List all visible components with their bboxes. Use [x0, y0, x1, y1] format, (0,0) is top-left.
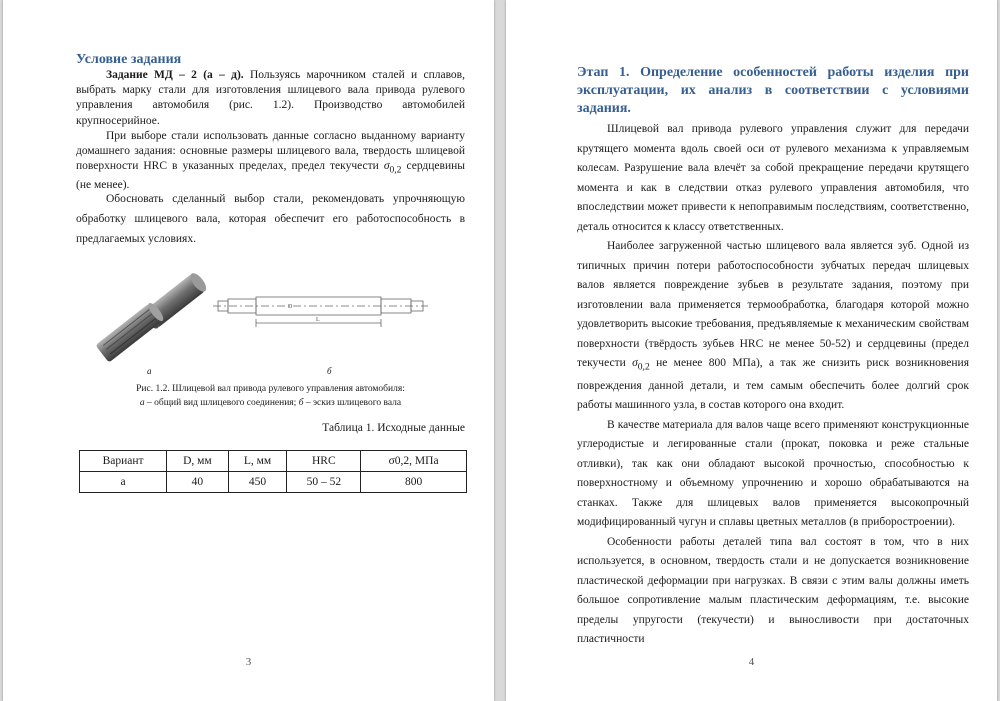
section-heading: Этап 1. Определение особенностей работы изделия при эксплуатации, их анализ в соответствии с условиями задания.: [577, 65, 969, 116]
paragraph: В качестве материала для валов чаще всего применяют конструкционные углеродистые и легированные стали (прокат, поковка и реже стальные отливки), так как они обладают высокой прочностью, способностью к поверхностному и объемному упрочнению и хорошо обрабатываются на станках. Также для шлицевых валов применяется высокопрочный модифицированный чугун и сплавы цветных металлов (в приборостроении).: [577, 418, 969, 529]
sigma-subscript: 0,2: [389, 164, 402, 176]
task-paragraph-3: [76, 189, 465, 249]
table-cell: 50 – 52: [287, 472, 361, 493]
paragraph: [577, 237, 969, 416]
caption-line: [76, 396, 465, 410]
sigma-subscript: 0,2: [637, 361, 650, 373]
table-header-cell: L, мм: [228, 451, 287, 472]
page-number: 4: [748, 656, 755, 668]
dimension-l-label: L: [316, 317, 320, 323]
paragraph-text: не менее 800 МПа), а так же снизить риск возникновения повреждения данной детали, и тем самым обеспечить более долгий срок работы машинного узла, в состав которого она входит.: [577, 357, 969, 412]
initial-data-table: [79, 450, 467, 493]
sigma-symbol: σ: [632, 357, 638, 369]
table-header-cell: σ0,2, МПа: [361, 451, 467, 472]
caption-text: – общий вид шлицевого соединения;: [144, 398, 299, 408]
table-header-cell: Вариант: [80, 451, 167, 472]
paragraph-text: При выборе стали использовать данные согласно выданному варианту домашнего задания: основные размеры шлицевого вала, твердость шлицевой поверхности HRC в указанных пределах, предел текучести: [76, 129, 465, 173]
caption-line: Рис. 1.2. Шлицевой вал привода рулевого управления автомобиля:: [136, 384, 405, 394]
paragraph-text: Наиболее загруженной частью шлицевого вала является зуб. Одной из типичных причин потери работоспособности зубчатых передач шлицевых валов является повреждение зубьев в результате задания, поэтому при изготовлении вала применяется термообработка, благодаря которой можно удовлетворить высокие требования, предъявляемые к механическим свойствам поверхности (твёрдость зубьев HRC не менее 50-52) и сердцевины (предел текучести: [577, 240, 969, 369]
table-cell: 40: [167, 472, 229, 493]
section-heading: Условие задания: [76, 52, 182, 67]
document-page-3: [3, 0, 494, 701]
table-header-cell: HRC: [287, 451, 361, 472]
paragraph-text: сердцевины (не менее).: [76, 160, 466, 191]
task-title: Задание МД – 2 (а – д).: [106, 69, 244, 81]
spline-shaft-drawing: [95, 301, 165, 363]
paragraph: Особенности работы деталей типа вал состоят в том, что в них используется, в основном, твердость стали и не допускается возникновение пластической деформации при нагрузках. В связи с этим валы должны иметь большое сопротивление малым пластическим деформациям, т.е. высокие пределы упругости (текучести) и выносливости при достаточных пластичности: [577, 535, 969, 646]
figure-caption: [76, 382, 465, 410]
paragraph: Шлицевой вал привода рулевого управления служит для передачи крутящего момента вдоль своей оси от рулевого механизма к управляемым колесам. Разрушение вала влечёт за собой прекращение передачи крутящего момента и как в следствии отказ рулевого управления автомобиля, что впоследствии может привести к непоправимым последствиям, соответственно, деталь относится к классу ответственных.: [577, 123, 969, 233]
paragraph-text: Обосновать сделанный выбор стали, рекомендовать упрочняющую обработку шлицевого вала, которая обеспечит его работоспособность в предлагаемых условиях.: [76, 193, 465, 245]
table-cell: 800: [361, 472, 467, 493]
caption-label-b: б: [298, 398, 304, 408]
shaft-illustration: [88, 255, 468, 383]
table-cell: 450: [228, 472, 287, 493]
table-header-cell: D, мм: [167, 451, 229, 472]
page-number: 3: [245, 656, 252, 668]
figure-splined-shaft: [88, 255, 468, 383]
table-cell: а: [80, 472, 167, 493]
sigma-symbol: σ: [383, 160, 390, 173]
table-row: [80, 472, 467, 493]
task-text: Пользуясь марочником сталей и сплавов, выбрать марку стали для изготовления шлицевого вала привода рулевого управления автомобиля (рис. 1.2). Производство автомобилей крупносерийное.: [76, 69, 465, 127]
task-paragraph: [76, 68, 465, 129]
dimension-d-label: D: [288, 304, 293, 310]
task-statement: [76, 68, 465, 193]
document-page-4: [506, 0, 997, 701]
body-text: [577, 120, 969, 650]
figure-label-a: а: [147, 366, 152, 376]
caption-label-a: а: [139, 398, 145, 408]
table-caption: Таблица 1. Исходные данные: [322, 422, 465, 434]
figure-label-b: б: [327, 366, 332, 376]
caption-text: – эскиз шлицевого вала: [303, 398, 402, 408]
table-header-row: [80, 451, 467, 472]
shaft-sketch: [213, 297, 428, 327]
task-paragraph-2: [76, 129, 465, 193]
